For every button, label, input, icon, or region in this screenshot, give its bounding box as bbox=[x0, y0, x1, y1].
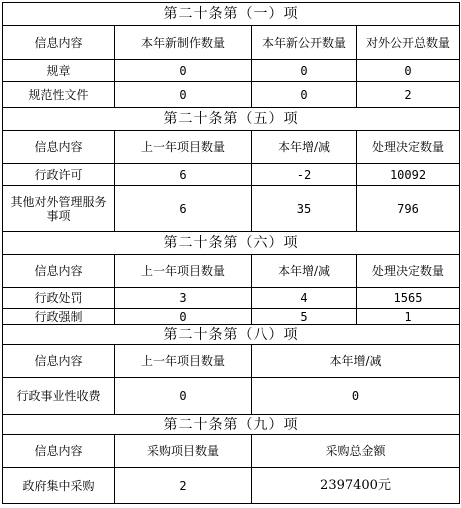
cell-value: 0 bbox=[252, 378, 460, 415]
header-cell: 本年增/减 bbox=[252, 255, 357, 288]
header-cell: 信息内容 bbox=[3, 435, 115, 468]
header-cell: 上一年项目数量 bbox=[115, 255, 252, 288]
table-row bbox=[3, 82, 460, 108]
table-row bbox=[3, 468, 460, 504]
section-header-row bbox=[3, 3, 460, 26]
header-cell: 本年新制作数量 bbox=[115, 26, 252, 60]
row-label: 行政强制 bbox=[3, 309, 115, 325]
cell-value: 3 bbox=[115, 288, 252, 309]
cell-value: 2 bbox=[115, 468, 252, 504]
section-title-1: 第二十条第（一）项 bbox=[3, 3, 460, 26]
table-row bbox=[3, 309, 460, 325]
cell-value: 2397400元 bbox=[252, 468, 460, 504]
row-label: 其他对外管理服务事项 bbox=[3, 186, 115, 232]
section-header-row bbox=[3, 415, 460, 435]
cell-value: 0 bbox=[357, 60, 460, 82]
cell-value: 0 bbox=[252, 82, 357, 108]
table-header-row bbox=[3, 26, 460, 60]
row-label: 行政许可 bbox=[3, 164, 115, 186]
header-cell: 本年新公开数量 bbox=[252, 26, 357, 60]
cell-value: 4 bbox=[252, 288, 357, 309]
section-header-row bbox=[3, 325, 460, 345]
cell-value: 6 bbox=[115, 186, 252, 232]
header-cell: 信息内容 bbox=[3, 255, 115, 288]
cell-value: 1 bbox=[357, 309, 460, 325]
header-cell: 信息内容 bbox=[3, 131, 115, 164]
table-header-row bbox=[3, 255, 460, 288]
header-cell: 本年增/减 bbox=[252, 345, 460, 378]
cell-value: 0 bbox=[115, 378, 252, 415]
header-cell: 本年增/减 bbox=[252, 131, 357, 164]
table-header-row bbox=[3, 435, 460, 468]
header-cell: 对外公开总数量 bbox=[357, 26, 460, 60]
table-row bbox=[3, 288, 460, 309]
cell-value: 10092 bbox=[357, 164, 460, 186]
table-header-row bbox=[3, 131, 460, 164]
cell-value: 0 bbox=[115, 309, 252, 325]
header-cell: 采购项目数量 bbox=[115, 435, 252, 468]
row-label: 行政处罚 bbox=[3, 288, 115, 309]
row-label: 规范性文件 bbox=[3, 82, 115, 108]
section-title-6: 第二十条第（六）项 bbox=[3, 232, 460, 255]
cell-value: -2 bbox=[252, 164, 357, 186]
table-header-row bbox=[3, 345, 460, 378]
header-cell: 上一年项目数量 bbox=[115, 131, 252, 164]
cell-value: 5 bbox=[252, 309, 357, 325]
header-cell: 信息内容 bbox=[3, 345, 115, 378]
row-label: 规章 bbox=[3, 60, 115, 82]
header-cell: 处理决定数量 bbox=[357, 255, 460, 288]
section-title-8: 第二十条第（八）项 bbox=[3, 325, 460, 345]
section-header-row bbox=[3, 232, 460, 255]
header-cell: 上一年项目数量 bbox=[115, 345, 252, 378]
row-label: 行政事业性收费 bbox=[3, 378, 115, 415]
cell-value: 35 bbox=[252, 186, 357, 232]
cell-value: 0 bbox=[252, 60, 357, 82]
cell-value: 0 bbox=[115, 60, 252, 82]
table-row bbox=[3, 186, 460, 232]
header-cell: 采购总金额 bbox=[252, 435, 460, 468]
cell-value: 796 bbox=[357, 186, 460, 232]
table-row bbox=[3, 164, 460, 186]
section-title-5: 第二十条第（五）项 bbox=[3, 108, 460, 131]
row-label: 政府集中采购 bbox=[3, 468, 115, 504]
cell-value: 2 bbox=[357, 82, 460, 108]
cell-value: 6 bbox=[115, 164, 252, 186]
header-cell: 信息内容 bbox=[3, 26, 115, 60]
table-row bbox=[3, 60, 460, 82]
section-header-row bbox=[3, 108, 460, 131]
cell-value: 1565 bbox=[357, 288, 460, 309]
disclosure-table bbox=[2, 2, 460, 504]
cell-value: 0 bbox=[115, 82, 252, 108]
table-row bbox=[3, 378, 460, 415]
header-cell: 处理决定数量 bbox=[357, 131, 460, 164]
section-title-9: 第二十条第（九）项 bbox=[3, 415, 460, 435]
